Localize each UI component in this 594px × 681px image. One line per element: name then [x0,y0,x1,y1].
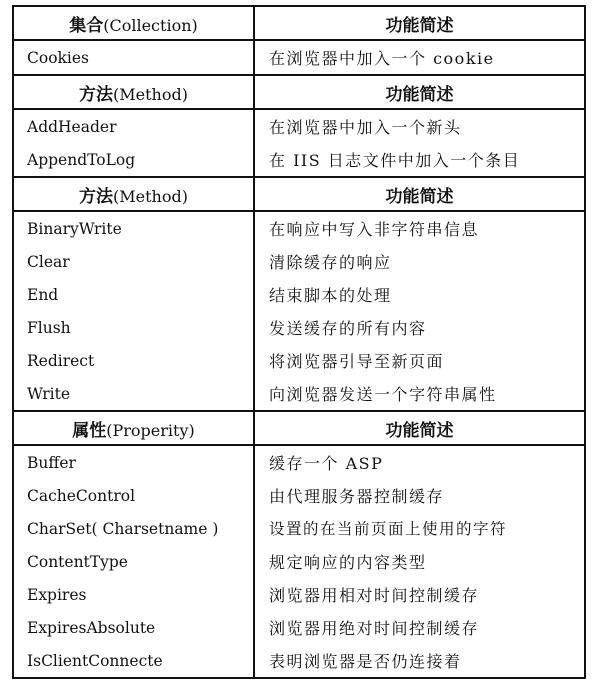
section-header-method [13,75,585,109]
member-name: AppendToLog [13,143,254,177]
table-row [13,512,585,545]
section-label-en: (Collection) [103,15,198,35]
table-row [13,644,585,678]
section-label-zh: 方法 [79,84,114,105]
table-row [13,40,585,75]
section-label-zh: 方法 [79,186,114,207]
table-row [13,545,585,578]
member-name: CacheControl [13,479,254,512]
member-desc: 结束脚本的处理 [254,278,585,311]
table-row [13,143,585,177]
table-row [13,109,585,143]
section-label-zh: 集合 [69,15,104,36]
section-label-en: (Method) [113,84,188,104]
member-name: Write [13,377,254,411]
member-name: IsClientConnecte [13,644,254,678]
member-desc: 在响应中写入非字符串信息 [254,211,585,245]
member-desc: 在浏览器中加入一个 cookie [254,40,585,75]
member-name: End [13,278,254,311]
member-desc: 在 IIS 日志文件中加入一个条目 [254,143,585,177]
member-desc: 在浏览器中加入一个新头 [254,109,585,143]
section-header-method [13,177,585,211]
member-name: Redirect [13,344,254,377]
section-label-cell [13,6,254,40]
section-label-en: (Method) [113,186,188,206]
member-desc: 发送缓存的所有内容 [254,311,585,344]
response-object-reference-table [12,5,586,679]
section-label-zh: 属性 [72,420,107,441]
section-label-cell [13,411,254,445]
table-row [13,445,585,479]
table-row [13,344,585,377]
section-label-cell [13,177,254,211]
member-desc: 向浏览器发送一个字符串属性 [254,377,585,411]
member-desc: 设置的在当前页面上使用的字符 [254,512,585,545]
table-row [13,377,585,411]
desc-header: 功能简述 [254,6,585,40]
table-row [13,311,585,344]
member-name: ExpiresAbsolute [13,611,254,644]
section-label-cell [13,75,254,109]
member-desc: 表明浏览器是否仍连接着 [254,644,585,678]
member-name: Flush [13,311,254,344]
member-name: Buffer [13,445,254,479]
member-name: BinaryWrite [13,211,254,245]
desc-header: 功能简述 [254,75,585,109]
table-row [13,278,585,311]
member-desc: 由代理服务器控制缓存 [254,479,585,512]
member-name: Clear [13,245,254,278]
table-row [13,245,585,278]
table-row [13,211,585,245]
table-row [13,611,585,644]
member-desc: 将浏览器引导至新页面 [254,344,585,377]
table-row [13,479,585,512]
member-name: Expires [13,578,254,611]
section-label-en: (Properity) [106,420,195,440]
desc-header: 功能简述 [254,177,585,211]
member-desc: 浏览器用相对时间控制缓存 [254,578,585,611]
member-desc: 清除缓存的响应 [254,245,585,278]
member-desc: 规定响应的内容类型 [254,545,585,578]
desc-header: 功能简述 [254,411,585,445]
section-header-collection [13,6,585,40]
member-name: ContentType [13,545,254,578]
section-header-property [13,411,585,445]
member-name: CharSet( Charsetname ) [13,512,254,545]
member-name: AddHeader [13,109,254,143]
member-desc: 缓存一个 ASP [254,445,585,479]
member-name: Cookies [13,40,254,75]
table-row [13,578,585,611]
member-desc: 浏览器用绝对时间控制缓存 [254,611,585,644]
